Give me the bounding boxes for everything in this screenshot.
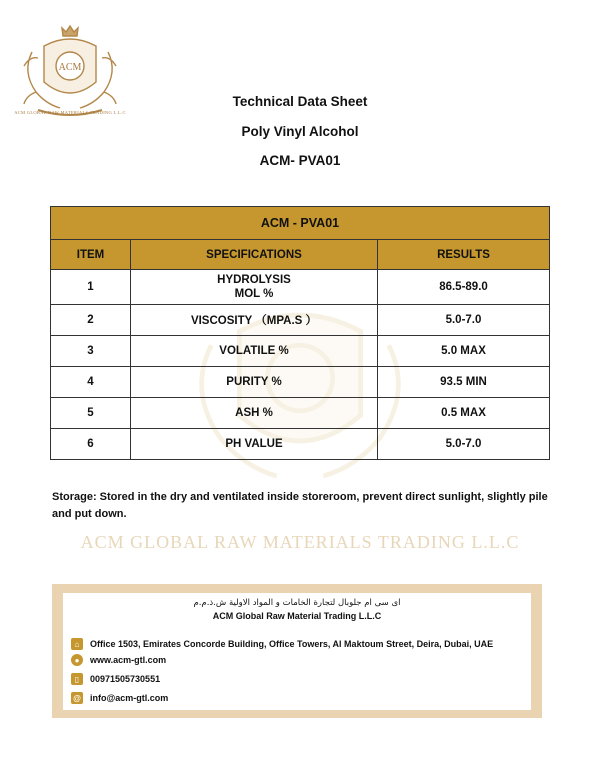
website-line[interactable] — [71, 653, 166, 667]
result-cell: 86.5-89.0 — [378, 270, 550, 305]
table-row — [51, 429, 550, 460]
address-text: Office 1503, Emirates Concorde Building, Office Towers, Al Maktoum Street, Deira, Dubai, UAE — [90, 639, 494, 649]
spec-cell: ASH % — [131, 398, 378, 429]
result-cell: 5.0-7.0 — [378, 305, 550, 336]
globe-icon: ● — [71, 654, 83, 666]
email-link[interactable]: info@acm-gtl.com — [90, 693, 169, 703]
footer-contact-box — [52, 584, 542, 718]
table-row — [51, 398, 550, 429]
storage-note: Storage: Stored in the dry and ventilated inside storeroom, prevent direct sunlight, slightly pile and put down. — [52, 491, 548, 520]
item-cell: 2 — [51, 305, 131, 336]
phone-icon: ▯ — [71, 673, 83, 685]
website-link[interactable]: www.acm-gtl.com — [90, 655, 167, 665]
watermark-text: ACM GLOBAL RAW MATERIALS TRADING L.L.C — [80, 532, 520, 552]
address-line — [71, 637, 493, 651]
result-cell: 5.0 MAX — [378, 336, 550, 367]
logo-caption: ACM GLOBAL RAW MATERIALS TRADING L.L.C — [14, 110, 126, 115]
item-cell: 4 — [51, 367, 131, 398]
result-cell: 93.5 MIN — [378, 367, 550, 398]
table-banner: ACM - PVA01 — [51, 207, 550, 240]
item-cell: 1 — [51, 270, 131, 305]
phone-text: 00971505730551 — [90, 674, 161, 684]
header-results: RESULTS — [378, 240, 550, 270]
header-specifications: SPECIFICATIONS — [131, 240, 378, 270]
home-icon: ⌂ — [71, 638, 83, 650]
item-cell: 3 — [51, 336, 131, 367]
spec-cell: HYDROLYSIS MOL % — [131, 270, 378, 305]
spec-cell: PH VALUE — [131, 429, 378, 460]
spec-cell: VOLATILE % — [131, 336, 378, 367]
footer-inner — [63, 593, 531, 710]
item-cell: 5 — [51, 398, 131, 429]
result-cell: 5.0-7.0 — [378, 429, 550, 460]
svg-text:ACM: ACM — [58, 62, 82, 73]
spec-cell: PURITY % — [131, 367, 378, 398]
phone-line — [71, 672, 160, 686]
english-company-name: ACM Global Raw Material Trading L.L.C — [212, 611, 382, 621]
document-title: Technical Data Sheet — [232, 94, 368, 109]
item-cell: 6 — [51, 429, 131, 460]
header-item: ITEM — [51, 240, 131, 270]
arabic-company-name: ای سی ام جلوبال لتجارة الخامات و المواد الاولية ش.ذ.م.م — [193, 598, 401, 608]
product-name: Poly Vinyl Alcohol — [241, 124, 359, 139]
table-row — [51, 367, 550, 398]
spec-cell: VISCOSITY （MPA.S ） — [131, 305, 378, 336]
product-code: ACM- PVA01 — [259, 153, 341, 168]
table-row — [51, 270, 550, 305]
at-icon: @ — [71, 692, 83, 704]
table-row — [51, 336, 550, 367]
table-row — [51, 305, 550, 336]
email-line[interactable] — [71, 691, 168, 705]
specifications-table — [50, 206, 550, 460]
result-cell: 0.5 MAX — [378, 398, 550, 429]
